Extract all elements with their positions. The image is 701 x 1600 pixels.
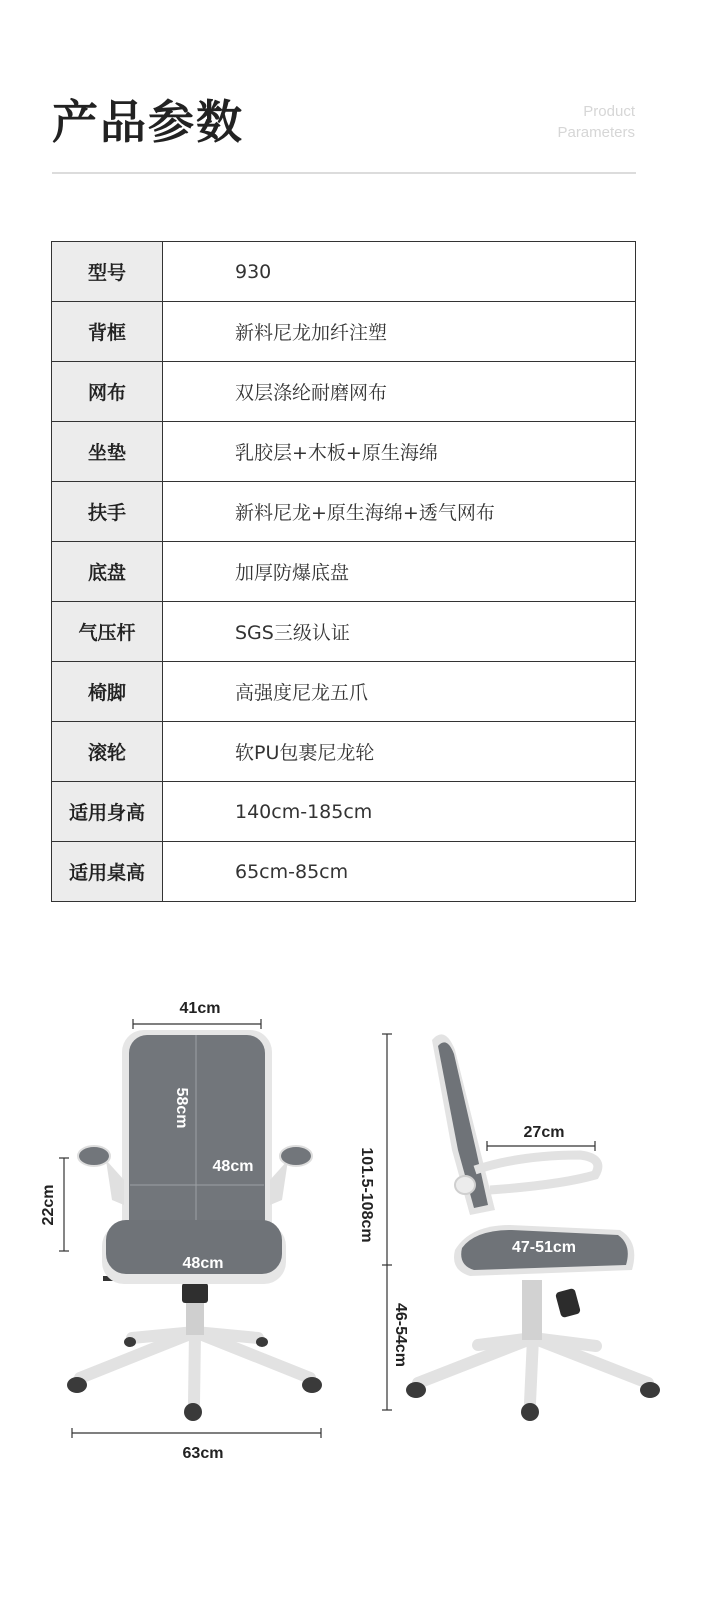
front-chair-illustration xyxy=(67,1030,322,1421)
spec-row xyxy=(52,422,636,482)
subtitle-line-1: Product xyxy=(583,103,635,120)
dim-back-inner-width: 48cm xyxy=(212,1158,254,1175)
dim-back-width: 41cm xyxy=(179,1000,221,1017)
dim-back-height: 58cm xyxy=(173,1087,190,1129)
spec-value: 软PU包裹尼龙轮 xyxy=(163,722,636,782)
spec-value: 930 xyxy=(163,242,636,302)
spec-value: 140cm-185cm xyxy=(163,782,636,842)
spec-row xyxy=(52,302,636,362)
spec-row xyxy=(52,782,636,842)
spec-key: 扶手 xyxy=(52,482,163,542)
subtitle-line-2: Parameters xyxy=(557,124,635,141)
spec-row xyxy=(52,482,636,542)
spec-row xyxy=(52,722,636,782)
spec-value: 加厚防爆底盘 xyxy=(163,542,636,602)
spec-value: 高强度尼龙五爪 xyxy=(163,662,636,722)
spec-table xyxy=(51,241,636,902)
spec-key: 椅脚 xyxy=(52,662,163,722)
spec-key: 滚轮 xyxy=(52,722,163,782)
spec-value: 新料尼龙加纤注塑 xyxy=(163,302,636,362)
spec-row xyxy=(52,602,636,662)
spec-row xyxy=(52,842,636,902)
spec-key: 气压杆 xyxy=(52,602,163,662)
spec-row xyxy=(52,362,636,422)
dimension-diagram xyxy=(0,980,701,1500)
dim-seat-height: 46-54cm xyxy=(392,1302,409,1368)
spec-key: 底盘 xyxy=(52,542,163,602)
dim-seat-depth: 47-51cm xyxy=(511,1239,577,1256)
page-subtitle xyxy=(557,101,635,143)
spec-key: 型号 xyxy=(52,242,163,302)
dim-seat-width: 48cm xyxy=(182,1255,224,1272)
dim-armrest-length: 27cm xyxy=(523,1124,565,1141)
spec-key: 坐垫 xyxy=(52,422,163,482)
spec-row xyxy=(52,662,636,722)
spec-key: 适用桌高 xyxy=(52,842,163,902)
spec-value: 新料尼龙+原生海绵+透气网布 xyxy=(163,482,636,542)
side-chair-illustration xyxy=(406,1034,660,1421)
dim-base-width: 63cm xyxy=(182,1445,224,1462)
spec-key: 网布 xyxy=(52,362,163,422)
header-divider xyxy=(52,172,636,174)
spec-key: 适用身高 xyxy=(52,782,163,842)
spec-value: 65cm-85cm xyxy=(163,842,636,902)
dim-total-height: 101.5-108cm xyxy=(358,1147,375,1243)
dimension-svg xyxy=(0,980,701,1500)
spec-value: 双层涤纶耐磨网布 xyxy=(163,362,636,422)
spec-value: 乳胶层+木板+原生海绵 xyxy=(163,422,636,482)
dim-armrest-height: 22cm xyxy=(40,1184,57,1226)
spec-key: 背框 xyxy=(52,302,163,362)
spec-value: SGS三级认证 xyxy=(163,602,636,662)
spec-row xyxy=(52,242,636,302)
spec-row xyxy=(52,542,636,602)
page-title: 产品参数 xyxy=(52,95,244,149)
